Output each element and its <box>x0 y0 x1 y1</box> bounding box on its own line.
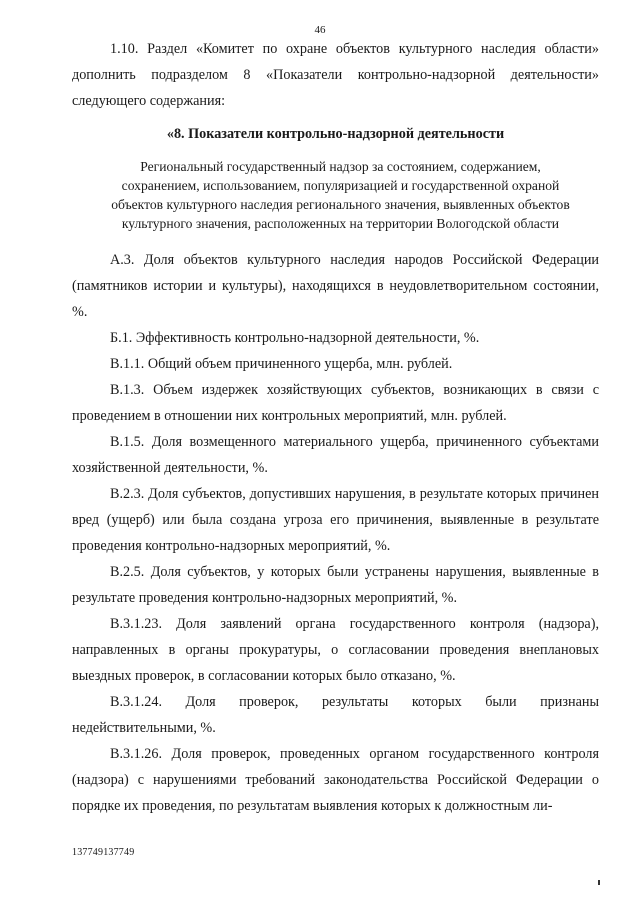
item-v3-1-24: В.3.1.24. Доля проверок, результаты которых были признаны недействительными, %. <box>72 694 599 736</box>
section-subtitle: Региональный государственный надзор за состоянием, содержанием, сохранением, использованием, популяризацией и государственной охраной объектов культурного наследия регионального значения, выявленных объектов культурного значения, расположенных на территории Вологодской области <box>111 159 570 231</box>
document-code: 137749137749 <box>72 847 135 858</box>
item-v3-1-26: В.3.1.26. Доля проверок, проведенных органом государственного контроля (надзора) с нарушениями требований законодательства Российской Федерации о порядке их проведения, по результатам выявления которых к должностным ли- <box>72 746 599 814</box>
item-v2-5: В.2.5. Доля субъектов, у которых были устранены нарушения, выявленные в результате проведения контрольно-надзорных мероприятий, %. <box>72 564 599 606</box>
item-v1-5: В.1.5. Доля возмещенного материального ущерба, причиненного субъектами хозяйственной деятельности, %. <box>72 434 599 476</box>
intro-paragraph: 1.10. Раздел «Комитет по охране объектов культурного наследия области» дополнить подразделом 8 «Показатели контрольно-надзорной деятельности» следующего содержания: <box>72 41 599 109</box>
document-body <box>72 36 599 819</box>
section-heading: «8. Показатели контрольно-надзорной деятельности <box>166 126 505 142</box>
item-v1-1: В.1.1. Общий объем причиненного ущерба, млн. рублей. <box>110 356 453 372</box>
page-number: 46 <box>314 24 326 36</box>
item-v1-3: В.1.3. Объем издержек хозяйствующих субъектов, возникающих в связи с проведением в отношении них контрольных мероприятий, млн. рублей. <box>72 382 599 424</box>
item-b1: Б.1. Эффективность контрольно-надзорной деятельности, %. <box>110 330 480 346</box>
item-v2-3: В.2.3. Доля субъектов, допустивших нарушения, в результате которых причинен вред (ущерб) или была создана угроза его причинения, выявленные в результате проведения контрольно-надзорных мероприятий, %. <box>72 486 599 554</box>
item-v3-1-23: В.3.1.23. Доля заявлений органа государственного контроля (надзора), направленных в органы прокуратуры, о согласовании проведения внеплановых выездных проверок, в согласовании которых было отказано, %. <box>72 616 599 684</box>
item-a3: А.3. Доля объектов культурного наследия народов Российской Федерации (памятников истории и культуры), находящихся в неудовлетворительном состоянии, %. <box>72 252 599 320</box>
scan-mark <box>598 880 600 885</box>
